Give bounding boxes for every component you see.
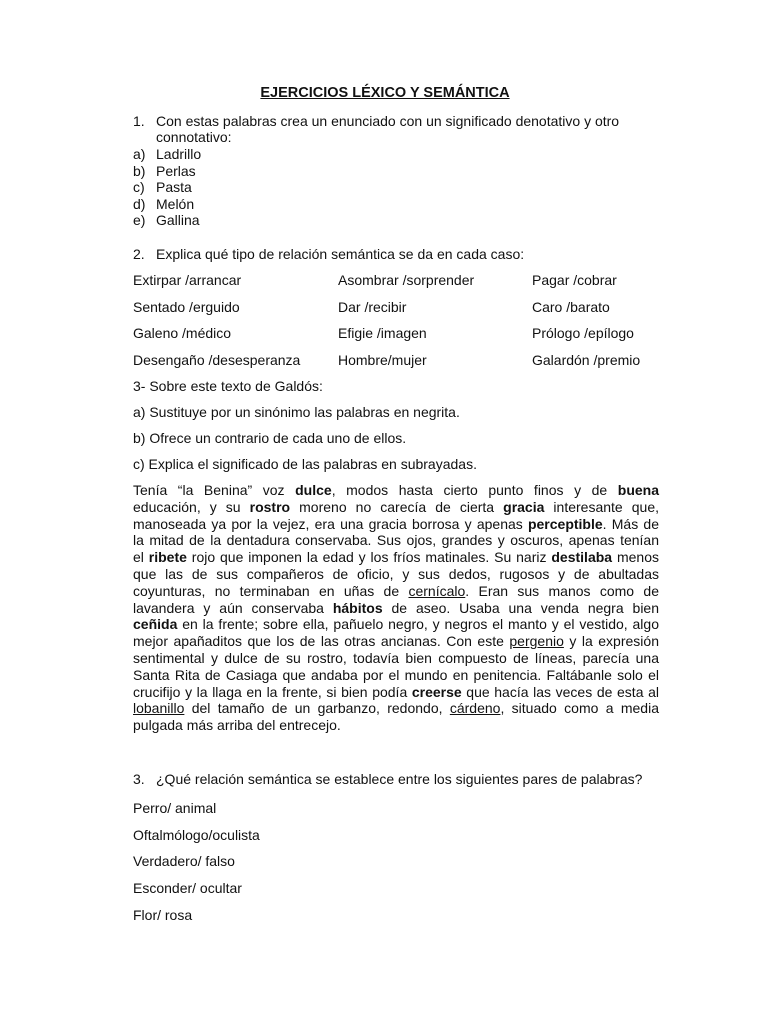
underlined-word: cárdeno [449, 700, 501, 717]
word-pair: Galeno /médico [133, 325, 232, 342]
passage-line [133, 532, 659, 549]
text-run: rojo que imponen la edad y los fríos matinales. Su nariz [186, 549, 552, 566]
text-run: educación, y su [133, 498, 250, 515]
pairs-row [133, 352, 673, 379]
text-run: lavandera y aún conservaba [133, 599, 333, 616]
text-run: moreno no carecía de cierta [290, 498, 504, 515]
document-title: EJERCICIOS LÉXICO Y SEMÁNTICA [260, 85, 510, 101]
word-pair: Galardón /premio [532, 352, 641, 369]
text-run: que las de sus compañeros de oficio, y sus dedos, rugosos y de abultadas [133, 565, 659, 582]
question-number: 1. [133, 113, 145, 129]
text-run: que hacía las veces de esta al [461, 683, 659, 700]
question-4 [133, 771, 663, 787]
passage-line [133, 717, 659, 734]
pair-item: Flor/ rosa [133, 906, 193, 923]
pairs-row [133, 325, 673, 352]
word-pair: Asombrar /sorprender [338, 272, 475, 288]
text-run: mejor apañaditos que los de las otras ancianas. Con este [133, 633, 510, 650]
passage-line [133, 482, 659, 499]
bold-word: rostro [249, 498, 291, 515]
question-number: 2. [133, 246, 145, 262]
text-run: interesante que, [544, 498, 659, 515]
text-run: la mitad de la dentadura conservaba. Sus ojos, grandes y oscuros, apenas tenían [133, 532, 659, 549]
text-run: del tamaño de un garbanzo, redondo, [184, 700, 450, 717]
pair-item: Oftalmólogo/oculista [133, 826, 260, 843]
galdos-passage [133, 482, 659, 734]
text-run: y la expresión [563, 633, 659, 650]
pair-item: Perro/ animal [133, 800, 217, 816]
question-text: ¿Qué relación semántica se establece entre los siguientes pares de palabras? [156, 771, 643, 787]
passage-line [133, 616, 659, 633]
bold-word: creerse [411, 683, 462, 700]
bold-word: ceñida [133, 616, 178, 633]
text-run: manoseada ya por la vejez, era una gracia borrosa y apenas [133, 515, 528, 532]
question-1 [133, 113, 663, 145]
underlined-word: cernícalo [408, 582, 466, 599]
pair-item: Esconder/ ocultar [133, 880, 242, 897]
text-run: , situado como a media [500, 700, 659, 717]
bold-word: perceptible [527, 515, 603, 532]
section-heading: 3- Sobre este texto de Galdós: [133, 378, 323, 394]
word-pair: Sentado /erguido [133, 298, 240, 315]
bold-word: dulce [295, 482, 332, 498]
text-run: , modos hasta cierto punto finos y de [331, 482, 618, 498]
word-pair: Hombre/mujer [338, 352, 427, 369]
passage-line [133, 499, 659, 516]
passage-line [133, 667, 659, 684]
bold-word: hábitos [332, 599, 383, 616]
word-pairs-grid [133, 272, 673, 379]
underlined-word: lobanillo [133, 700, 185, 717]
pairs-row [133, 299, 673, 326]
passage-line [133, 684, 659, 701]
text-run: en la frente; sobre ella, pañuelo negro, y negros el manto y el vestido, algo [177, 616, 659, 633]
text-run: sentimental y dulce de su rostro, todavía bien compuesto de líneas, parecía una [133, 649, 659, 666]
text-run: . Más de [602, 515, 659, 532]
word-pair: Efigie /imagen [338, 325, 427, 342]
text-run: Tenía “la Benina” voz [133, 482, 296, 498]
word-pair: Extirpar /arrancar [133, 272, 242, 288]
text-run: crucifijo y la llaga en la frente, si bien podía [133, 683, 412, 700]
underlined-word: pergenio [509, 633, 564, 650]
question-text: Explica qué tipo de relación semántica se da en cada caso: [156, 246, 525, 262]
pairs-row [133, 272, 673, 299]
text-run: pulgada más arriba del entrecejo. [133, 717, 341, 734]
word-pair: Caro /barato [532, 298, 610, 315]
word-pair: Prólogo /epílogo [532, 325, 634, 342]
passage-line [133, 633, 659, 650]
bold-word: buena [617, 482, 659, 498]
bold-word: ribete [148, 549, 187, 566]
passage-line [133, 600, 659, 617]
bold-word: gracia [503, 498, 545, 515]
text-run: coyunturas, no terminaban en uñas de [133, 582, 409, 599]
question-number: 3. [133, 771, 145, 787]
instruction-a: a) Sustituye por un sinónimo las palabras en negrita. [133, 404, 460, 420]
passage-line [133, 700, 659, 717]
pairs-list [133, 795, 260, 929]
passage-line [133, 583, 659, 600]
passage-line [133, 516, 659, 533]
pair-item: Verdadero/ falso [133, 853, 235, 870]
bold-word: destilaba [551, 549, 613, 566]
text-run: menos [612, 549, 659, 566]
text-run: el [133, 549, 149, 566]
passage-line [133, 549, 659, 566]
text-run: Santa Rita de Casiaga que andaba por el mundo en penitencia. Faltábanle solo el [133, 666, 659, 683]
word-pair: Dar /recibir [338, 298, 407, 315]
instruction-b: b) Ofrece un contrario de cada uno de ellos. [133, 430, 407, 446]
text-run: . Eran sus manos como de [465, 582, 659, 599]
word-pair: Desengaño /desesperanza [133, 352, 301, 369]
instruction-c: c) Explica el significado de las palabras en subrayadas. [133, 456, 477, 472]
question-text: Con estas palabras crea un enunciado con un significado denotativo y otro connotativo: [156, 113, 620, 145]
passage-line [133, 566, 659, 583]
text-run: de aseo. Usaba una venda negra bien [382, 599, 659, 616]
passage-line [133, 650, 659, 667]
word-pair: Pagar /cobrar [532, 272, 617, 288]
question-2 [133, 246, 663, 262]
document-page: EJERCICIOS LÉXICO Y SEMÁNTICA 1. Con estas palabras crea un enunciado con un significado denotativo y otro connotativo: a) Ladrillo b) Perlas c) Pasta d) Melón e) Gallina 2. Explica qué tipo de relación semántica se da en cada caso: Extirpar /arrancar Asombrar /sorprender Pagar /cobrar Sentado /erguido Dar /recibir Caro /barato Galeno /médico Efigie /imagen Prólogo /epílogo Desengaño /desesperanza Hombre/mujer Galardón /premio 3- Sobre este texto de Galdós: a) Sustituye por un sinónimo las palabras en negrita. b) Ofrece un contrario de cada uno de ellos. c) Explica el significado de las palabras en subrayadas. Tenía “la Benina” voz dulce, modos hasta cierto punto finos y de buena educación, y su rostro moreno no carecía de cierta gracia interesante que, manoseada ya por la vejez, era una gracia borrosa y apenas perceptible. Más de la mitad de la dentadura conservaba. Sus ojos, grandes y oscuros, apenas tenían el ribete rojo que imponen la edad y los fríos matinales. Su nariz destilaba menos que las de sus compañeros de oficio, y sus dedos, rugosos y de abultadas coyunturas, no terminaban en uñas de cernícalo. Eran sus manos como de lavandera y aún conservaba hábitos de aseo. Usaba una venda negra bien ceñida en la frente; sobre ella, pañuelo negro, y negros el manto y el vestido, algo mejor apañaditos que los de las otras ancianas. Con este pergenio y la expresión sentimental y dulce de su rostro, todavía bien compuesto de líneas, parecía una Santa Rita de Casiaga que andaba por el mundo en penitencia. Faltábanle solo el crucifijo y la llaga en la frente, si bien podía creerse que hacía las veces de esta al lobanillo del tamaño de un garbanzo, redondo, cárdeno, situado como a media pulgada más arriba del entrecejo. 3. ¿Qué relación semántica se establece entre los siguientes pares de palabras? Perro/ animal Oftalmólogo/oculista Verdadero/ falso Esconder/ ocultar Flor/ rosa [0, 0, 768, 1024]
